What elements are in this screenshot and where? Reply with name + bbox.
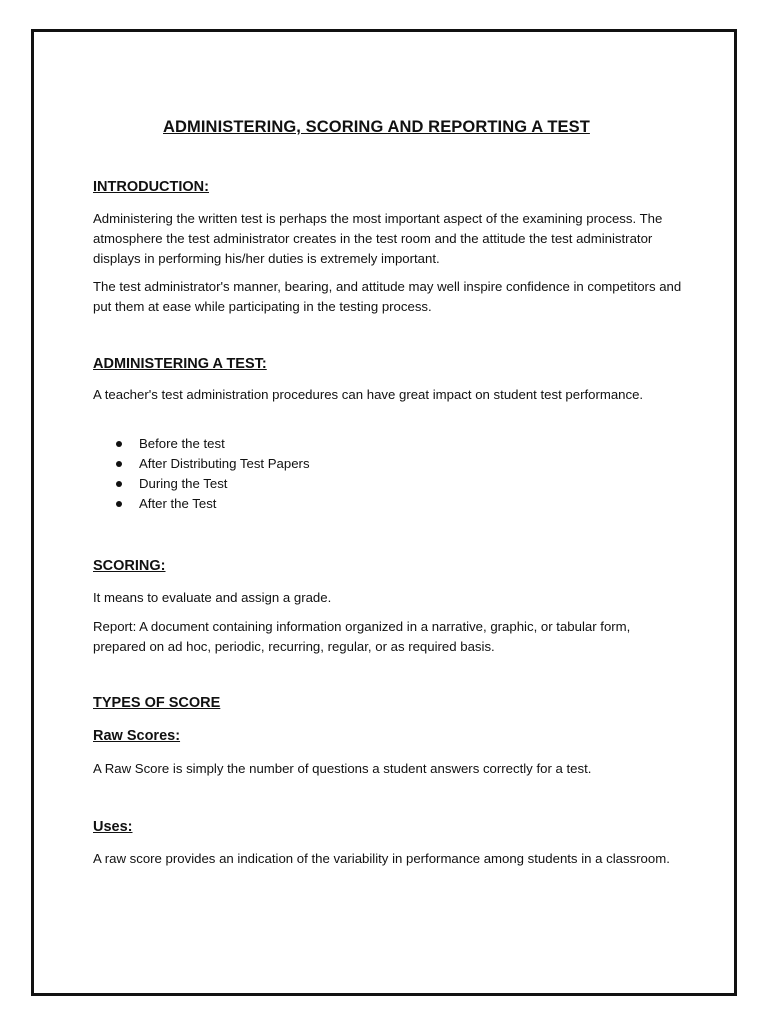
uses-paragraph: A raw score provides an indication of the variability in performance among students in a classroom. (93, 851, 670, 866)
list-item-label: After Distributing Test Papers (139, 456, 310, 471)
bullet-icon (116, 441, 122, 447)
administering-heading: ADMINISTERING A TEST: (93, 356, 267, 372)
scoring-heading: SCORING: (93, 558, 166, 574)
list-item-label: After the Test (139, 496, 217, 511)
bullet-icon (116, 481, 122, 487)
document-title: ADMINISTERING, SCORING AND REPORTING A TEST (163, 118, 590, 136)
introduction-paragraph-1: Administering the written test is perhaps the most important aspect of the examining process. The atmosphere the test administrator creates in the test room and the attitude the test administrator displays in performing his/her duties is extremely important. (93, 211, 663, 266)
list-item-label: During the Test (139, 476, 228, 491)
list-item (93, 454, 310, 474)
list-item (93, 494, 310, 514)
raw-scores-paragraph: A Raw Score is simply the number of questions a student answers correctly for a test. (93, 761, 592, 776)
list-item-label: Before the test (139, 436, 225, 451)
bullet-icon (116, 501, 122, 507)
list-item (93, 434, 310, 454)
scoring-paragraph-2: Report: A document containing information organized in a narrative, graphic, or tabular form, prepared on ad hoc, periodic, recurring, regular, or as required basis. (93, 619, 631, 654)
raw-scores-heading: Raw Scores: (93, 728, 181, 744)
list-item (93, 474, 310, 494)
uses-heading: Uses: (93, 819, 133, 835)
administering-steps-list (93, 434, 310, 514)
bullet-icon (116, 461, 122, 467)
types-of-score-heading: TYPES OF SCORE (93, 695, 221, 711)
introduction-paragraph-2: The test administrator's manner, bearing, and attitude may well inspire confidence in competitors and put them at ease while participating in the testing process. (93, 279, 682, 314)
scoring-paragraph-1: It means to evaluate and assign a grade. (93, 590, 332, 605)
administering-paragraph: A teacher's test administration procedures can have great impact on student test performance. (93, 387, 644, 402)
introduction-heading: INTRODUCTION: (93, 179, 209, 195)
